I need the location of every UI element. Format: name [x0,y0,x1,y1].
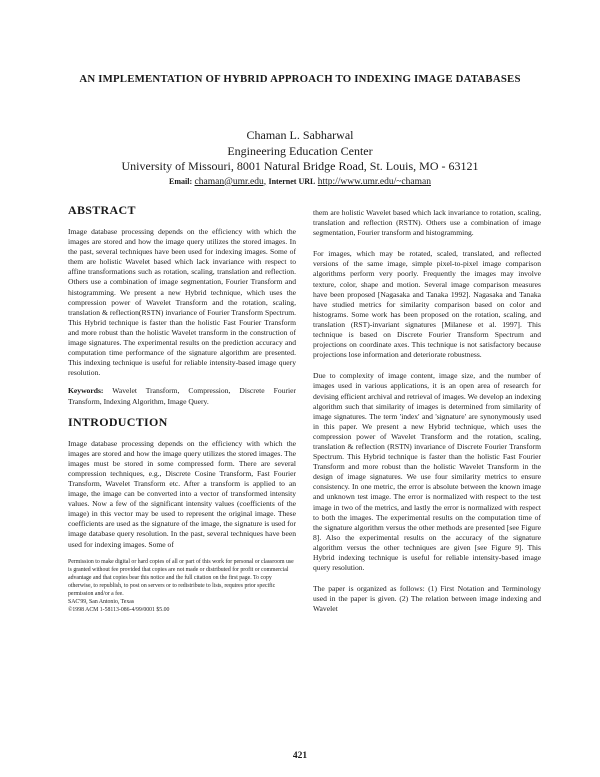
permission-notice [68,558,296,615]
right-paragraph-4: The paper is organized as follows: (1) First Notation and Terminology used in the paper is given. (2) The relation between image indexing and Wavelet [313,584,541,614]
keywords-label: Keywords: [68,386,104,396]
email-link[interactable]: chaman@umr.edu, [194,176,267,187]
author-department: Engineering Education Center [227,143,373,158]
author-affiliation: University of Missouri, 8001 Natural Bridge Road, St. Louis, MO - 63121 [121,159,479,173]
right-paragraph-3: Due to complexity of image content, image size, and the number of images used in various applications, it is an open area of research for devising efficient archival and retrieval of images. We develop an indexing algorithm such that similarity of images is determined from similarity of image signatures. The term 'index' and 'signature' are synonymously used in this paper. We present a new Hybrid technique, which uses the compression power of Wavelet Transform and the rotation, scaling, translation & reflection (RSTN) invariance of Discrete Fourier Transform Spectrum. This Hybrid technique is faster than the holistic Fast Fourier Transform and more robust than the holistic Wavelet Transform in the design of image signatures. We use four similarity metrics to ensure consistency. In one metric, the error is absolute between the known image and unknown test image. The error is normalized with respect to the test image in two of the metrics, and lastly the error is normalized with respect to both the images. The experimental results on the computation time of the signature algorithm versus the other methods are presented [see Figure 8]. Also the experimental results on the accuracy of the signature algorithm versus the other techniques are given [see Figure 9]. This Hybrid indexing technique is useful for reliable intensity-based image query resolution. [313,371,541,573]
author-block [0,128,600,189]
venue-text: SAC'99, San Antonio, Texas [68,599,135,606]
abstract-heading: ABSTRACT [68,203,136,217]
email-label: Email: [169,176,193,186]
left-column [68,203,296,614]
keywords [68,386,296,406]
permission-text: Permission to make digital or hard copies of all or part of this work for personal or classroom use is granted without fee provided that copies are not made or distributed for profit or commercial advantage and that copies bear this notice and the full citation on the first page. To copy otherwise, to republish, to post on servers or to redistribute to lists, requires prior specific permission and/or a fee. [68,558,294,597]
right-paragraph-1: them are holistic Wavelet based which lack invariance to rotation, scaling, translation and reflection (RSTN). Others use a combination of image segmentation, Fourier transform and histogramming. [313,208,541,238]
author-name: Chaman L. Sabharwal [246,128,354,142]
page-number: 421 [292,751,308,761]
introduction-text: Image database processing depends on the efficiency with which the images are stored and how the image query utilizes the stored images. The images must be stored in some compressed form. There are several compression techniques, e.g., Discrete Cosine Transform, Fast Fourier Transform, Wavelet Transform etc. After a transform is applied to an image, the image can be converted into a vector of transformed intensity values. Now a few of the significant intensity values (coefficients of the image) in this vector may be used to represent the original image. These coefficients are used as the signature of the image, the signature is used for image database query resolution. In the past, several techniques have been used for indexing images. Some of [68,438,296,549]
author-contact [0,175,600,189]
url-label: Internet URL [268,176,316,186]
abstract-text: Image database processing depends on the efficiency with which the images are stored and how the image query utilizes the stored images. In the past, several techniques have been used for indexing images. Some of them are holistic Wavelet based which lack invariance with respect to affine transformations such as rotation, scaling, translation and reflection. Others use a combination of image segmentation, Fourier Transform and histogramming. We present a new Hybrid technique, which uses the compression power of Wavelet Transform and the rotation, scaling, translation & reflection(RSTN) invariance of Fourier Transform Spectrum. This Hybrid technique is faster than the holistic Fast Fourier Transform and more robust than the holistic Wavelet transform in the construction of image signatures. The experimental results on the prediction accuracy and computation time performance of the signature algorithm are presented. This indexing technique is useful for reliable intensity-based image query resolution. [68,227,296,378]
url-link[interactable]: http://www.umr.edu/~chaman [317,176,431,187]
right-paragraph-2: For images, which may be rotated, scaled, translated, and reflected versions of the same image, simple pixel-to-pixel image comparison algorithms perform very poorly. Frequently the images may involve texture, color, shape and motion. Several image comparison measures have been proposed [Nagasaka and Tanaka 1992]. Nagasaka and Tanaka have studied metrics for similarity comparison based on color and histograms. Some work has been proposed on the rotation, scaling, and translation (RST)-invariant signatures [Milanese et al. 1997]. This technique is based on Discrete Fourier Transform Spectrum and projections on coordinate axes. This technique is not satisfactory because projections lose information and deteriorate robustness. [313,249,541,360]
right-column [313,208,541,625]
paper-title: AN IMPLEMENTATION OF HYBRID APPROACH TO INDEXING IMAGE DATABASES [79,73,521,85]
keywords-text: Wavelet Transform, Compression, Discrete Fourier Transform, Indexing Algorithm, Image Query. [68,386,296,406]
introduction-heading: INTRODUCTION [68,414,168,429]
copyright-text: ©1998 ACM 1-58113-086-4/99/0001 $5.00 [68,607,170,614]
